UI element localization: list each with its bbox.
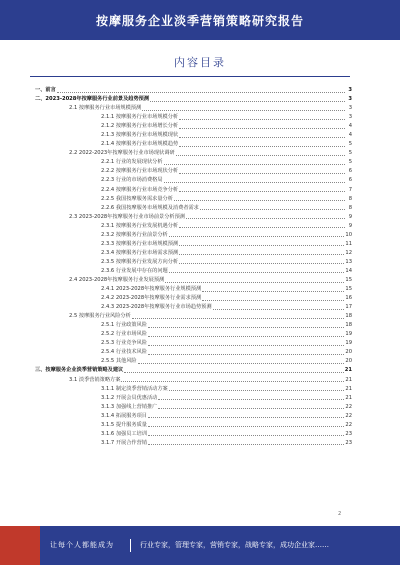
toc-leader-dots [165,281,344,283]
toc-entry[interactable] [35,366,352,375]
toc-entry-page: 21 [345,394,352,401]
toc-entry[interactable] [35,104,352,113]
toc-leader-dots [148,434,344,436]
toc-entry-page: 21 [345,376,352,383]
toc-leader-dots [132,317,345,319]
toc-entry[interactable] [35,267,352,276]
toc-entry-page: 11 [345,240,352,247]
toc-entry-label: 2.5.5 其他风险 [101,358,137,365]
toc-entry[interactable] [35,385,352,394]
toc-entry-page: 14 [345,267,352,274]
toc-entry-page: 18 [345,322,352,329]
toc-entry[interactable] [35,403,352,412]
toc-leader-dots [148,335,344,337]
toc-leader-dots [138,362,345,364]
toc-leader-dots [179,127,345,129]
toc-entry[interactable] [35,285,352,294]
toc-entry-label: 2.2.5 我国按摩服务需求量分析 [101,195,173,202]
toc-entry[interactable] [35,222,352,231]
toc-entry-page: 20 [345,349,352,356]
toc-entry[interactable] [35,158,352,167]
footer-bar [0,526,400,565]
toc-entry-label: 2.3 2023-2028年按摩服务行业市场前景分析预测 [69,213,185,220]
toc-entry-label: 2.5.2 行业市场风险 [101,331,147,338]
toc-entry-label: 2.5.4 行业技术风险 [101,349,147,356]
toc-entry-label: 2.3.5 按摩服务行业发展方向分析 [101,258,179,265]
toc-entry[interactable] [35,186,352,195]
toc-leader-dots [148,425,344,427]
toc-entry-page: 19 [345,340,352,347]
toc-entry[interactable] [35,321,352,330]
toc-entry[interactable] [35,131,352,140]
toc-leader-dots [179,253,344,255]
toc-title-divider [30,76,350,77]
toc-entry-page: 5 [348,159,352,166]
toc-entry-label: 2.2.2 按摩服务行业市场现状分析 [101,168,179,175]
toc-entry-label: 二、2023-2028年按摩服务行业前景及趋势预测 [35,96,150,103]
toc-entry-page: 8 [348,195,352,202]
toc-entry-label: 3.1.2 开展会员优惠活动 [101,394,158,401]
toc-entry-page: 21 [345,385,352,392]
toc-entry-page: 23 [345,430,352,437]
toc-leader-dots [202,299,344,301]
toc-entry-label: 3.1.1 制定淡季营销活动方案 [101,385,168,392]
toc-entry-label: 2.1.3 按摩服务行业市场规模现状 [101,132,179,139]
report-header-bar [0,0,400,40]
toc-leader-dots [179,145,345,147]
toc-leader-dots [164,163,345,165]
toc-entry[interactable] [35,140,352,149]
toc-entry[interactable] [35,240,352,249]
toc-leader-dots [164,181,345,183]
toc-entry[interactable] [35,231,352,240]
toc-entry[interactable] [35,167,352,176]
toc-leader-dots [174,199,345,201]
toc-entry-page: 6 [348,168,352,175]
toc-entry[interactable] [35,421,352,430]
toc-leader-dots [169,271,345,273]
toc-entry[interactable] [35,204,352,213]
toc-entry-page: 5 [348,150,352,157]
toc-entry[interactable] [35,95,352,104]
toc-entry[interactable] [35,303,352,312]
toc-entry-page: 7 [348,186,352,193]
toc-entry-label: 3.1.7 开展合作营销 [101,439,147,446]
toc-leader-dots [213,308,345,310]
report-title: 按摩服务企业淡季营销策略研究报告 [95,13,304,28]
toc-leader-dots [148,443,344,445]
toc-entry[interactable] [35,394,352,403]
toc-entry-page: 19 [345,331,352,338]
toc-leader-dots [57,91,345,93]
toc-entry-label: 2.4 2023-2028年按摩服务行业发展预测 [69,277,165,283]
toc-entry-label: 2.1.1 按摩服务行业市场规模分析 [101,114,179,121]
toc-entry-page: 3 [348,96,352,103]
toc-entry[interactable] [35,412,352,421]
toc-leader-dots [150,100,345,102]
toc-entry-page: 9 [348,213,352,220]
toc-entry[interactable] [35,176,352,185]
toc-entry-label: 2.2.4 按摩服务行业市场竞争分析 [101,186,179,193]
toc-leader-dots [169,235,345,237]
toc-entry-label: 3.1 淡季营销策略方案 [69,376,121,383]
footer-roles: 行业专家，管理专家，营销专家，战略专家，成功企业家…… [140,541,329,549]
toc-entry[interactable] [35,276,352,285]
toc-entry-page: 16 [345,295,352,302]
toc-entry-page: 23 [345,439,352,446]
toc-entry-label: 2.1 按摩服务行业市场规模预测 [69,105,142,112]
toc-entry-label: 2.5 按摩服务行业风险分析 [69,313,131,320]
toc-entry-page: 18 [345,313,352,320]
toc-entry[interactable] [35,357,352,366]
toc-entry[interactable] [35,113,352,122]
toc-entry-label: 3.1.3 加强线上营销推广 [101,403,158,410]
toc-entry-page: 3 [348,87,352,94]
toc-entry-page: 3 [348,105,352,112]
toc-entry-label: 3.1.6 加强员工培训 [101,430,147,437]
toc-leader-dots [179,244,344,246]
toc-entry[interactable] [35,86,352,95]
toc-entry[interactable] [35,376,352,385]
footer-accent [0,526,40,565]
toc-leader-dots [200,208,345,210]
toc-entry-page: 20 [345,358,352,365]
toc-entry-label: 2.5.3 行业竞争风险 [101,340,147,347]
toc-entry-page: 22 [345,412,352,419]
toc-entry[interactable] [35,258,352,267]
toc-leader-dots [186,217,345,219]
toc-leader-dots [179,190,345,192]
toc-entry-page: 4 [348,132,352,139]
footer-slogan: 让每个人都能成为 [50,541,114,549]
toc-entry-page: 21 [344,367,352,374]
toc-entry[interactable] [35,213,352,222]
toc-leader-dots [121,380,344,382]
toc-entry-label: 2.2.3 行业的市场消费格局 [101,177,163,184]
toc-entry-label: 2.3.2 按摩服务行业前景分析 [101,231,168,238]
toc-leader-dots [179,136,345,138]
toc-title: 内容目录 [174,56,226,69]
toc-entry-page: 15 [345,277,352,283]
toc-entry-page: 3 [348,114,352,121]
toc-entry-label: 2.3.6 行业发展中存在的问题 [101,267,168,274]
toc-leader-dots [158,407,344,409]
toc-entry-page: 5 [348,141,352,148]
toc-entry[interactable] [35,195,352,204]
toc-leader-dots [158,398,344,400]
toc-entry[interactable] [35,312,352,321]
toc-entry[interactable] [35,430,352,439]
toc-leader-dots [176,154,345,156]
toc-leader-dots [179,226,345,228]
toc-entry-page: 4 [348,123,352,130]
toc-entry-page: 9 [348,222,352,229]
toc-entry-label: 2.3.4 按摩服务行业市场需求预测 [101,249,179,256]
footer-divider [130,539,131,552]
toc-leader-dots [124,371,344,373]
toc-entry-page: 13 [345,258,352,265]
page-number: 2 [338,511,342,517]
toc-entry-label: 三、按摩服务企业淡季营销策略及建议 [35,367,124,374]
toc-leader-dots [142,109,345,111]
toc-entry[interactable] [35,439,352,448]
toc-entry-label: 2.3.1 按摩服务行业发展机遇分析 [101,222,179,229]
toc-leader-dots [148,353,344,355]
toc-leader-dots [148,416,344,418]
toc-entry-page: 15 [345,286,352,293]
toc-entry[interactable] [35,149,352,158]
toc-entry[interactable] [35,122,352,131]
toc-entry-label: 2.1.2 按摩服务行业市场增长分析 [101,123,179,130]
toc-entry-label: 2.2 2022-2023年按摩服务行业市场现状调研 [69,150,175,157]
toc-entry-page: 6 [348,177,352,184]
toc-entry[interactable] [35,339,352,348]
toc-leader-dots [169,389,345,391]
toc-entry-page: 17 [345,304,352,311]
toc-leader-dots [179,262,344,264]
toc-entry[interactable] [35,330,352,339]
toc-leader-dots [179,118,345,120]
toc-leader-dots [148,344,344,346]
toc-entry-page: 22 [345,403,352,410]
toc-leader-dots [179,172,345,174]
toc-entry[interactable] [35,348,352,357]
toc-entry-page: 10 [345,231,352,238]
toc-entry-label: 2.3.3 按摩服务行业市场规模预测 [101,240,179,247]
toc-entry-label: 2.5.1 行业政策风险 [101,322,147,329]
toc-entry-label: 2.4.2 2023-2028年按摩服务行业需求预测 [101,295,202,302]
toc-entry-label: 2.2.6 我国按摩服务市场规模及消费者需求 [101,204,199,211]
toc-entry-page: 12 [345,249,352,256]
toc-entry-label: 3.1.5 提升服务质量 [101,421,147,428]
toc-entry-label: 2.4.3 2023-2028年按摩服务行业市场趋势预测 [101,304,212,311]
toc-entry-page: 8 [348,204,352,211]
table-of-contents [35,86,352,448]
toc-entry-label: 2.4.1 2023-2028年按摩服务行业规模预测 [101,286,202,293]
toc-leader-dots [148,326,344,328]
toc-entry-label: 2.1.4 按摩服务行业市场规模趋势 [101,141,179,148]
toc-entry-label: 一、前言 [35,87,56,94]
toc-entry-page: 22 [345,421,352,428]
toc-entry[interactable] [35,294,352,303]
toc-leader-dots [202,290,344,292]
toc-entry-label: 3.1.4 拓展服务项目 [101,412,147,419]
toc-entry[interactable] [35,249,352,258]
toc-entry-label: 2.2.1 行业的发展现状分析 [101,159,163,166]
